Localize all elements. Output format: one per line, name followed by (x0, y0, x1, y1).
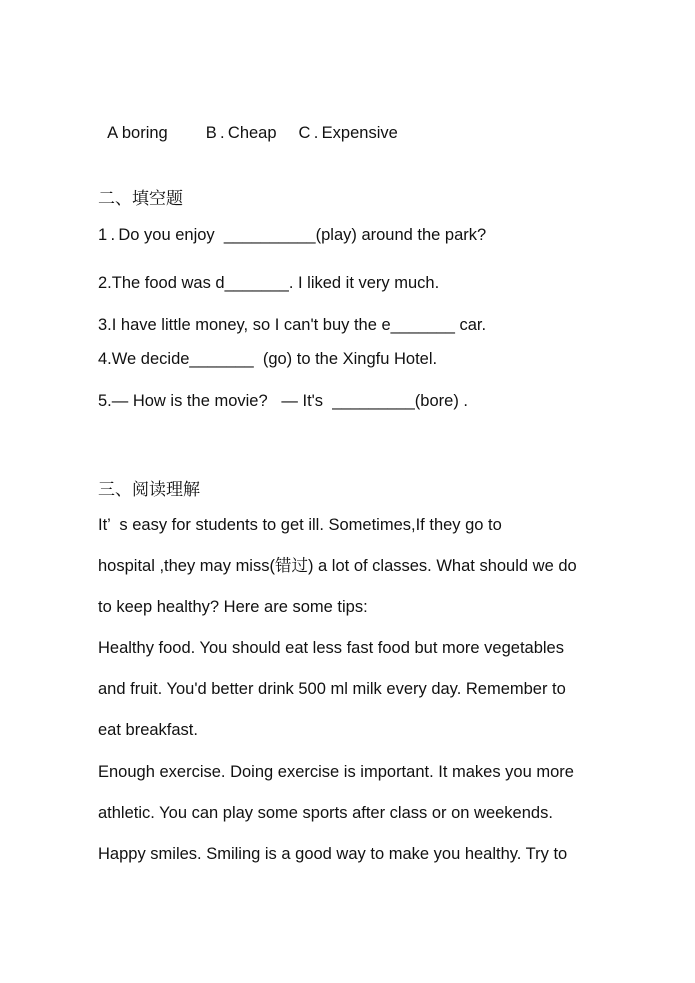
fill-blank-item-3: 3.I have little money, so I can't buy the e_______ car. (98, 316, 487, 334)
option-a: A boring (107, 124, 168, 142)
section-heading-reading: 三、阅读理解 (98, 480, 200, 500)
reading-line: and fruit. You'd better drink 500 ml milk every day. Remember to (98, 680, 566, 698)
answer-options (98, 100, 398, 144)
reading-line: eat breakfast. (98, 721, 198, 739)
reading-line: athletic. You can play some sports after class or on weekends. (98, 804, 553, 822)
reading-line: Happy smiles. Smiling is a good way to make you healthy. Try to (98, 845, 568, 863)
fill-blank-item-5: 5.— How is the movie? — It's _________(bore) . (98, 392, 468, 410)
fill-blank-item-2: 2.The food was d_______. I liked it very much. (98, 274, 440, 292)
reading-line: Healthy food. You should eat less fast food but more vegetables (98, 639, 564, 657)
reading-line: hospital ,they may miss(错过) a lot of classes. What should we do (98, 557, 577, 575)
option-c: C . Expensive (298, 124, 398, 142)
option-b: B . Cheap (205, 124, 277, 142)
fill-blank-item-1: 1 . Do you enjoy __________(play) around the park? (98, 226, 487, 244)
reading-line: It’ s easy for students to get ill. Sometimes,If they go to (98, 516, 502, 534)
section-heading-fill-blank: 二、填空题 (98, 189, 183, 209)
reading-line: Enough exercise. Doing exercise is important. It makes you more (98, 763, 574, 781)
fill-blank-item-4: 4.We decide_______ (go) to the Xingfu Hotel. (98, 350, 438, 368)
reading-line: to keep healthy? Here are some tips: (98, 598, 368, 616)
